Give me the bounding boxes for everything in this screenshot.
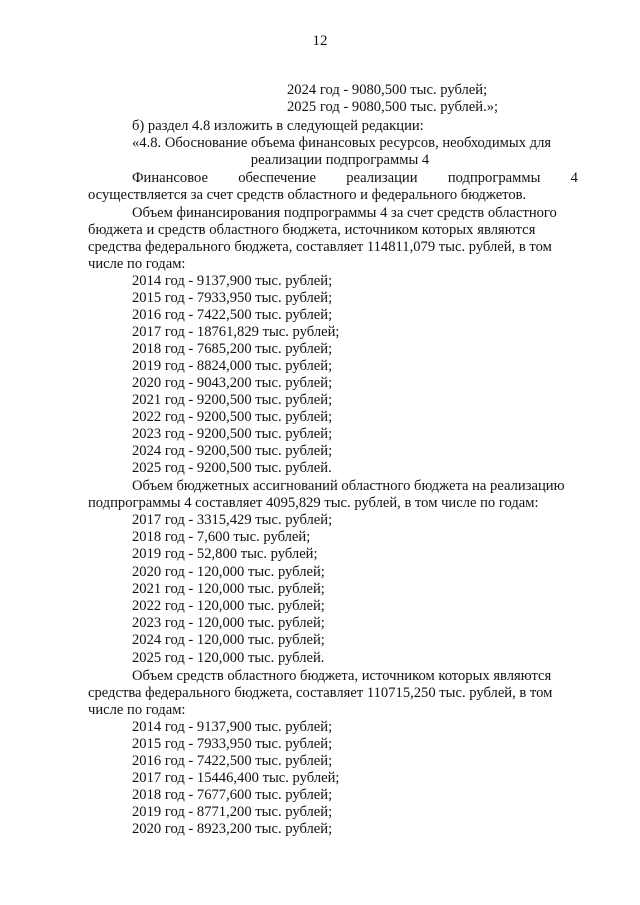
list-item: 2019 год - 52,800 тыс. рублей; (132, 546, 318, 562)
paragraph-4-line2: средства федерального бюджета, составляет 110715,250 тыс. рублей, в том (88, 685, 553, 701)
section-heading-line2: реализации подпрограммы 4 (250, 152, 430, 168)
list-item: 2022 год - 120,000 тыс. рублей; (132, 598, 325, 614)
list-item: 2025 год - 120,000 тыс. рублей. (132, 650, 325, 666)
paragraph-2-line3: средства федерального бюджета, составляет 114811,079 тыс. рублей, в том (88, 239, 552, 255)
paragraph-2-line4: числе по годам: (88, 256, 186, 272)
paragraph-4-line3: числе по годам: (88, 702, 186, 718)
word: Финансовое (132, 170, 208, 186)
list-item: 2020 год - 8923,200 тыс. рублей; (132, 821, 333, 837)
list-item: 2016 год - 7422,500 тыс. рублей; (132, 307, 333, 323)
list-item: 2018 год - 7677,600 тыс. рублей; (132, 787, 333, 803)
list-item: 2018 год - 7685,200 тыс. рублей; (132, 341, 333, 357)
top-list-item: 2025 год - 9080,500 тыс. рублей.»; (287, 99, 499, 115)
paragraph-2-line1: Объем финансирования подпрограммы 4 за счет средств областного (132, 205, 557, 221)
list-item: 2024 год - 120,000 тыс. рублей; (132, 632, 325, 648)
list-item: 2020 год - 120,000 тыс. рублей; (132, 564, 325, 580)
paragraph-3-line2: подпрограммы 4 составляет 4095,829 тыс. рублей, в том числе по годам: (88, 495, 539, 511)
paragraph-2-line2: бюджета и средств областного бюджета, источником которых являются (88, 222, 536, 238)
top-list-item: 2024 год - 9080,500 тыс. рублей; (287, 82, 488, 98)
section-heading-line1: «4.8. Обоснование объема финансовых ресурсов, необходимых для (132, 135, 552, 151)
list-item: 2016 год - 7422,500 тыс. рублей; (132, 753, 333, 769)
list-item: 2021 год - 120,000 тыс. рублей; (132, 581, 325, 597)
word: обеспечение (238, 170, 316, 186)
paragraph-1-line1 (132, 170, 578, 187)
word: 4 (570, 170, 578, 186)
section-b-instruction: б) раздел 4.8 изложить в следующей редакции: (132, 118, 424, 134)
list-item: 2021 год - 9200,500 тыс. рублей; (132, 392, 333, 408)
word: подпрограммы (447, 170, 541, 186)
list-item: 2025 год - 9200,500 тыс. рублей. (132, 460, 332, 476)
list-item: 2015 год - 7933,950 тыс. рублей; (132, 736, 333, 752)
paragraph-1-line2: осуществляется за счет средств областного и федерального бюджетов. (88, 187, 527, 203)
list-item: 2019 год - 8771,200 тыс. рублей; (132, 804, 333, 820)
page-number: 12 (312, 33, 328, 49)
list-item: 2017 год - 15446,400 тыс. рублей; (132, 770, 340, 786)
list-item: 2014 год - 9137,900 тыс. рублей; (132, 719, 333, 735)
list-item: 2024 год - 9200,500 тыс. рублей; (132, 443, 333, 459)
list-item: 2018 год - 7,600 тыс. рублей; (132, 529, 311, 545)
list-item: 2023 год - 9200,500 тыс. рублей; (132, 426, 333, 442)
list-item: 2014 год - 9137,900 тыс. рублей; (132, 273, 333, 289)
paragraph-4-line1: Объем средств областного бюджета, источником которых являются (132, 668, 552, 684)
list-item: 2017 год - 18761,829 тыс. рублей; (132, 324, 340, 340)
list-item: 2023 год - 120,000 тыс. рублей; (132, 615, 325, 631)
word: реализации (346, 170, 418, 186)
list-item: 2017 год - 3315,429 тыс. рублей; (132, 512, 333, 528)
list-item: 2020 год - 9043,200 тыс. рублей; (132, 375, 333, 391)
list-item: 2022 год - 9200,500 тыс. рублей; (132, 409, 333, 425)
list-item: 2019 год - 8824,000 тыс. рублей; (132, 358, 333, 374)
list-item: 2015 год - 7933,950 тыс. рублей; (132, 290, 333, 306)
paragraph-3-line1: Объем бюджетных ассигнований областного бюджета на реализацию (132, 478, 565, 494)
